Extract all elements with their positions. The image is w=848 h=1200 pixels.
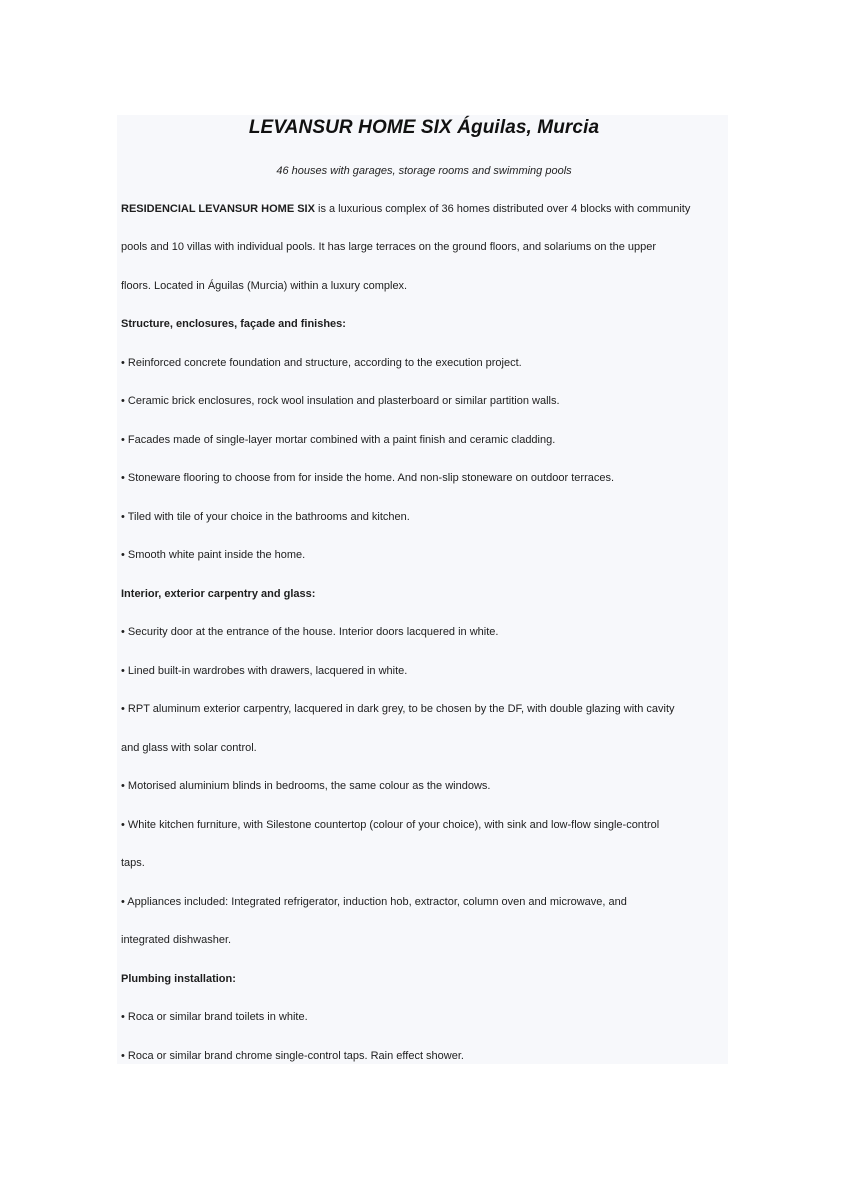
intro-line-1-rest: is a luxurious complex of 36 homes distributed over 4 blocks with community: [314, 203, 691, 215]
intro-line-3: floors. Located in Águilas (Murcia) within a luxury complex.: [121, 280, 408, 292]
intro-line-2: pools and 10 villas with individual pools. It has large terraces on the ground floors, and solariums on the upper: [121, 241, 657, 253]
list-item: • Roca or similar brand chrome single-control taps. Rain effect shower.: [121, 1050, 464, 1062]
list-item: • Tiled with tile of your choice in the bathrooms and kitchen.: [121, 511, 410, 523]
list-item: • Appliances included: Integrated refrigerator, induction hob, extractor, column oven and microwave, and: [121, 896, 627, 908]
list-item: • Reinforced concrete foundation and structure, according to the execution project.: [121, 357, 522, 369]
section-heading-structure: Structure, enclosures, façade and finishes:: [121, 318, 346, 330]
list-item-continuation: taps.: [121, 857, 145, 869]
list-item: • Facades made of single-layer mortar combined with a paint finish and ceramic cladding.: [121, 434, 556, 446]
list-item: • Ceramic brick enclosures, rock wool insulation and plasterboard or similar partition walls.: [121, 395, 560, 407]
intro-bold-lead: RESIDENCIAL LEVANSUR HOME SIX: [121, 203, 315, 215]
document-subtitle: 46 houses with garages, storage rooms and swimming pools: [276, 165, 572, 177]
list-item-continuation: and glass with solar control.: [121, 742, 257, 754]
list-item: • Motorised aluminium blinds in bedrooms, the same colour as the windows.: [121, 780, 491, 792]
list-item: • RPT aluminum exterior carpentry, lacquered in dark grey, to be chosen by the DF, with double glazing with cavity: [121, 703, 675, 715]
list-item: • Lined built-in wardrobes with drawers, lacquered in white.: [121, 665, 408, 677]
list-item: • Roca or similar brand toilets in white.: [121, 1011, 308, 1023]
section-heading-plumbing: Plumbing installation:: [121, 973, 236, 985]
list-item: • Stoneware flooring to choose from for inside the home. And non-slip stoneware on outdoor terraces.: [121, 472, 615, 484]
list-item: • White kitchen furniture, with Silestone countertop (colour of your choice), with sink and low-flow single-control: [121, 819, 660, 831]
list-item: • Smooth white paint inside the home.: [121, 549, 306, 561]
list-item: • Security door at the entrance of the house. Interior doors lacquered in white.: [121, 626, 499, 638]
list-item-continuation: integrated dishwasher.: [121, 934, 232, 946]
intro-line-1: [121, 202, 690, 216]
document-title: LEVANSUR HOME SIX Águilas, Murcia: [248, 117, 600, 138]
section-heading-carpentry: Interior, exterior carpentry and glass:: [121, 588, 316, 600]
